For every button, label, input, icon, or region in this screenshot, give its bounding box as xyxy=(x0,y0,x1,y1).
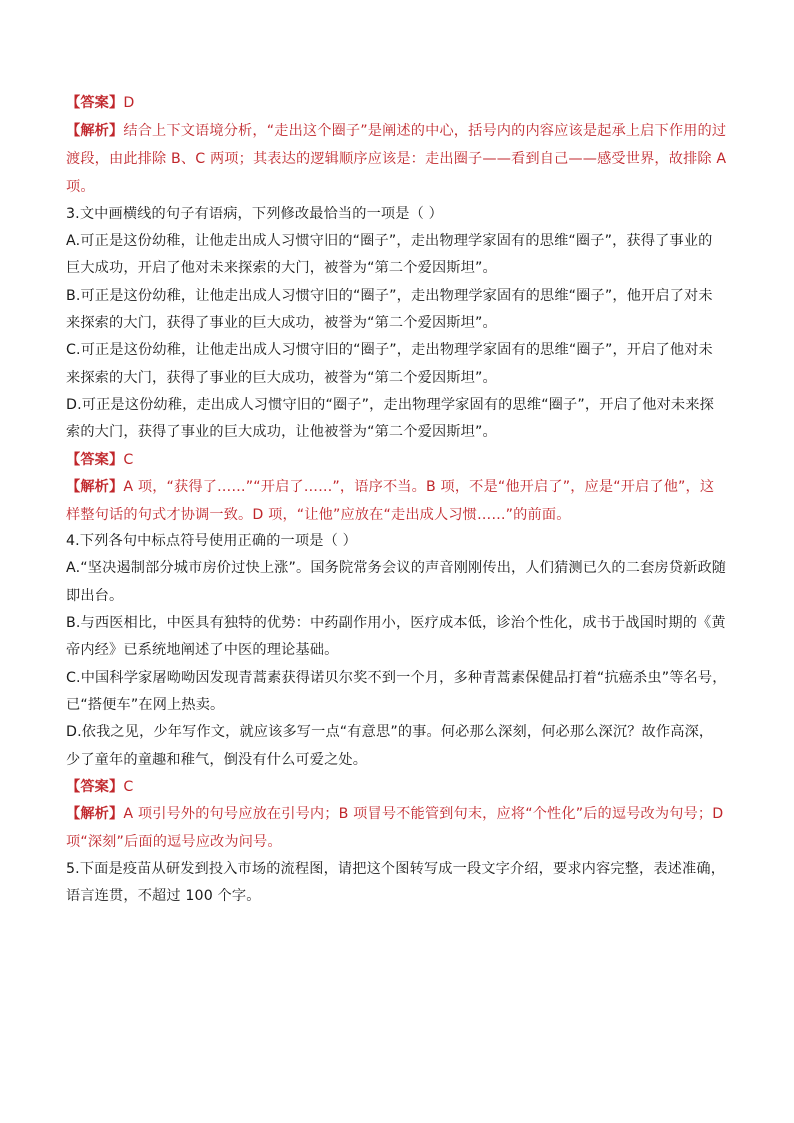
analysis-text: A 项，“获得了……”“开启了……”，语序不当。B 项，不是“他开启了”，应是“开启了他”，这 xyxy=(123,479,715,495)
q3-analysis-line-2: 样整句话的句式才协调一致。D 项，“让他”应放在“走出成人习惯……”的前面。 xyxy=(66,507,571,523)
q4-option-d-line-1: D.依我之见，少年写作文，就应该多写一点“有意思”的事。何必那么深刻，何必那么深沉？故作高深， xyxy=(66,724,714,740)
q4-analysis-line-2: 项“深刻”后面的逗号应改为问号。 xyxy=(66,834,282,850)
answer-value: C xyxy=(123,452,134,468)
q4-option-b-line-2: 帝内经》已系统地阐述了中医的理论基础。 xyxy=(66,642,339,658)
q4-stem: 4.下列各句中标点符号使用正确的一项是（ ） xyxy=(66,533,357,549)
q4-option-c-line-2: 已“搭便车”在网上热卖。 xyxy=(66,697,225,713)
answer-tag: 【答案】 xyxy=(66,452,124,468)
answer-value: D xyxy=(123,95,135,111)
answer-tag: 【答案】 xyxy=(66,779,124,795)
q4-analysis-line-1 xyxy=(66,804,732,824)
q3-option-d-line-2: 索的大门，获得了事业的巨大成功，让他被誉为“第二个爱因斯坦”。 xyxy=(66,424,497,440)
q3-analysis-line-1 xyxy=(66,477,732,497)
q2-answer xyxy=(66,93,732,113)
q3-option-d-line-1: D.可正是这份幼稚，走出成人习惯守旧的“圈子”，走出物理学家固有的思维“圈子”，开启了他对未来探 xyxy=(66,397,714,413)
q3-option-c-line-1: C.可正是这份幼稚，让他走出成人习惯守旧的“圈子”，走出物理学家固有的思维“圈子”，开启了他对未 xyxy=(66,342,713,358)
analysis-tag: 【解析】 xyxy=(66,479,124,495)
analysis-tag: 【解析】 xyxy=(66,806,124,822)
q3-option-a-line-2: 巨大成功，开启了他对未来探索的大门，被誉为“第二个爱因斯坦”。 xyxy=(66,260,497,276)
q4-option-c-line-1: C.中国科学家屠呦呦因发现青蒿素获得诺贝尔奖不到一个月，多种青蒿素保健品打着“抗癌杀虫”等名号， xyxy=(66,670,727,686)
answer-tag: 【答案】 xyxy=(66,95,124,111)
q3-stem: 3.文中画横线的句子有语病，下列修改最恰当的一项是（ ） xyxy=(66,206,443,222)
q2-analysis-line-3: 项。 xyxy=(66,179,95,195)
q2-analysis-line-1 xyxy=(66,121,732,141)
q2-analysis-line-2: 渡段，由此排除 B、C 两项；其表达的逻辑顺序应该是：走出圈子——看到自己——感受世界，故排除 A xyxy=(66,151,727,167)
q4-option-a-line-1: A.“坚决遏制部分城市房价过快上涨”。国务院常务会议的声音刚刚传出，人们猜测已久的二套房贷新政随 xyxy=(66,560,727,576)
q4-option-a-line-2: 即出台。 xyxy=(66,588,124,604)
analysis-text: A 项引号外的句号应放在引号内；B 项冒号不能管到句末，应将“个性化”后的逗号改为句号；D xyxy=(123,806,724,822)
analysis-text: 结合上下文语境分析，“走出这个圈子”是阐述的中心，括号内的内容应该是起承上启下作用的过 xyxy=(123,123,727,139)
q4-answer xyxy=(66,777,732,797)
q3-option-b-line-2: 来探索的大门，获得了事业的巨大成功，被誉为“第二个爱因斯坦”。 xyxy=(66,315,497,331)
q3-answer xyxy=(66,450,732,470)
q5-stem-line-2: 语言连贯，不超过 100 个字。 xyxy=(66,888,261,904)
q4-option-d-line-2: 少了童年的童趣和稚气，倒没有什么可爱之处。 xyxy=(66,752,368,768)
q3-option-c-line-2: 来探索的大门，获得了事业的巨大成功，被誉为“第二个爱因斯坦”。 xyxy=(66,370,497,386)
analysis-tag: 【解析】 xyxy=(66,123,124,139)
q3-option-b-line-1: B.可正是这份幼稚，让他走出成人习惯守旧的“圈子”，走出物理学家固有的思维“圈子”，他开启了对未 xyxy=(66,288,713,304)
q3-option-a-line-1: A.可正是这份幼稚，让他走出成人习惯守旧的“圈子”，走出物理学家固有的思维“圈子”，获得了事业的 xyxy=(66,233,713,249)
q4-option-b-line-1: B.与西医相比，中医具有独特的优势：中药副作用小，医疗成本低，诊治个性化，成书于战国时期的《黄 xyxy=(66,615,726,631)
q5-stem-line-1: 5.下面是疫苗从研发到投入市场的流程图，请把这个图转写成一段文字介绍，要求内容完整，表述准确， xyxy=(66,861,726,877)
answer-value: C xyxy=(123,779,134,795)
